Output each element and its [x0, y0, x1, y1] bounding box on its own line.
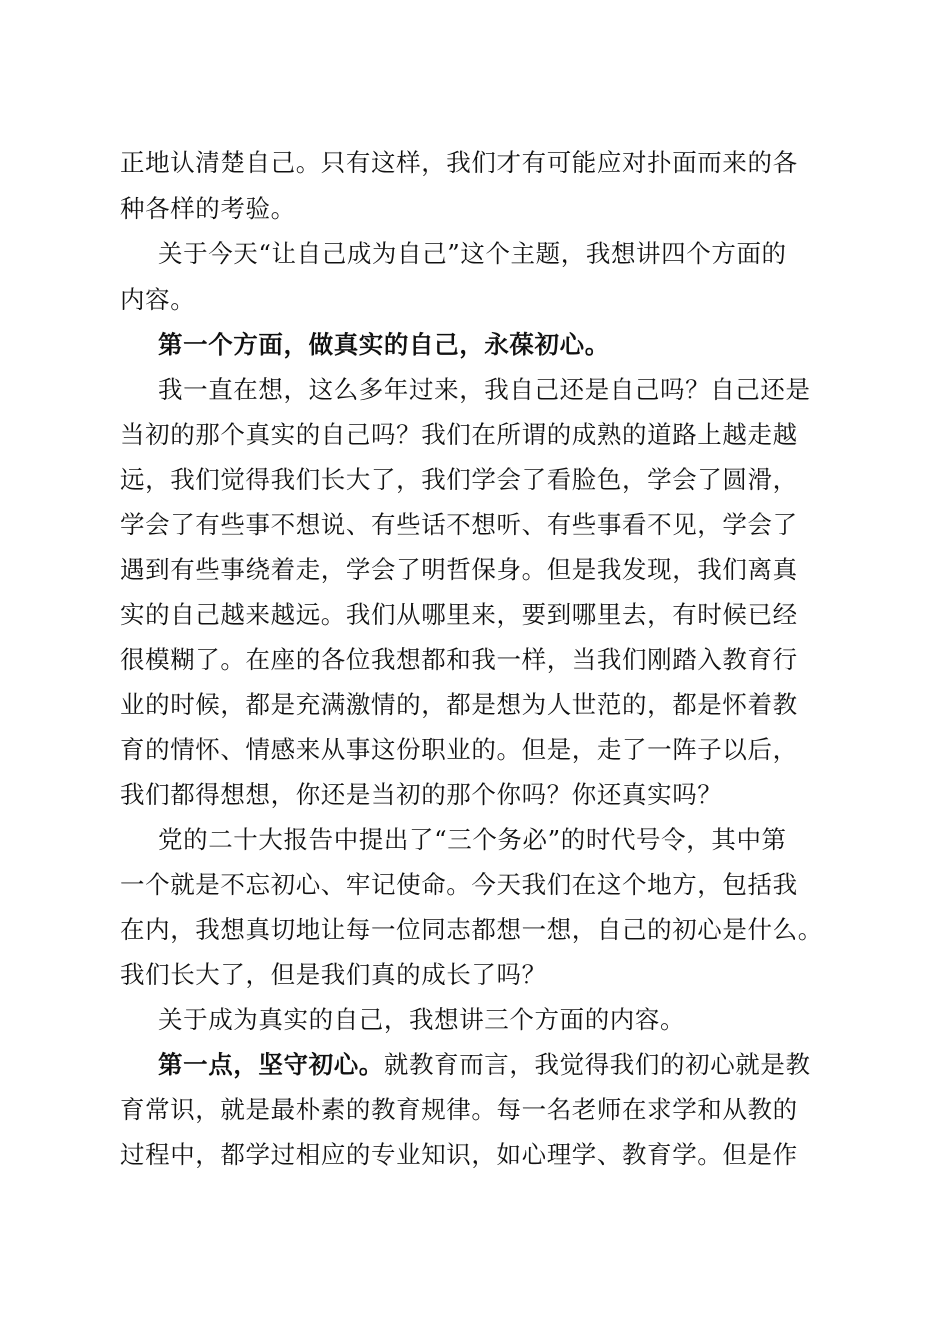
point-heading: 第一点，坚守初心。 [158, 1050, 384, 1079]
text-line: 实的自己越来越远。我们从哪里来，要到哪里去，有时候已经 [120, 600, 798, 629]
text-line: 育的情怀、情感来从事这份职业的。但是，走了一阵子以后， [120, 735, 798, 764]
text-line: 遇到有些事绕着走，学会了明哲保身。但是我发现，我们离真 [120, 555, 798, 584]
text-line: 过程中，都学过相应的专业知识，如心理学、教育学。但是作 [120, 1140, 798, 1169]
text-line: 远，我们觉得我们长大了，我们学会了看脸色，学会了圆滑， [120, 465, 798, 494]
text-line: 我们长大了，但是我们真的成长了吗？ [120, 960, 547, 989]
text-line: 很模糊了。在座的各位我想都和我一样，当我们刚踏入教育行 [120, 645, 798, 674]
text-line: 我们都得想想，你还是当初的那个你吗？你还真实吗？ [120, 780, 723, 809]
text-line: 关于今天“让自己成为自己”这个主题，我想讲四个方面的 [158, 239, 787, 268]
text-line: 学会了有些事不想说、有些话不想听、有些事看不见，学会了 [120, 510, 798, 539]
text-line: 正地认清楚自己。只有这样，我们才有可能应对扑面而来的各 [120, 148, 798, 177]
text-line: 党的二十大报告中提出了“三个务必”的时代号令，其中第 [158, 825, 787, 854]
text-line: 关于成为真实的自己，我想讲三个方面的内容。 [158, 1005, 686, 1034]
text-line: 种各样的考验。 [120, 194, 296, 223]
text-line: 当初的那个真实的自己吗？我们在所谓的成熟的道路上越走越 [120, 420, 798, 449]
text-line: 育常识，就是最朴素的教育规律。每一名老师在求学和从教的 [120, 1095, 798, 1124]
text-line: 在内，我想真切地让每一位同志都想一想，自己的初心是什么。 [120, 915, 823, 944]
section-heading: 第一个方面，做真实的自己，永葆初心。 [158, 330, 610, 359]
text-line: 一个就是不忘初心、牢记使命。今天我们在这个地方，包括我 [120, 870, 798, 899]
text-line-rest: 就教育而言，我觉得我们的初心就是教 [383, 1050, 811, 1079]
text-line: 业的时候，都是充满激情的，都是想为人世范的，都是怀着教 [120, 690, 798, 719]
text-line-with-bold-lead [158, 1049, 811, 1081]
text-line: 内容。 [120, 285, 196, 314]
text-line: 我一直在想，这么多年过来，我自己还是自己吗？自己还是 [158, 375, 811, 404]
